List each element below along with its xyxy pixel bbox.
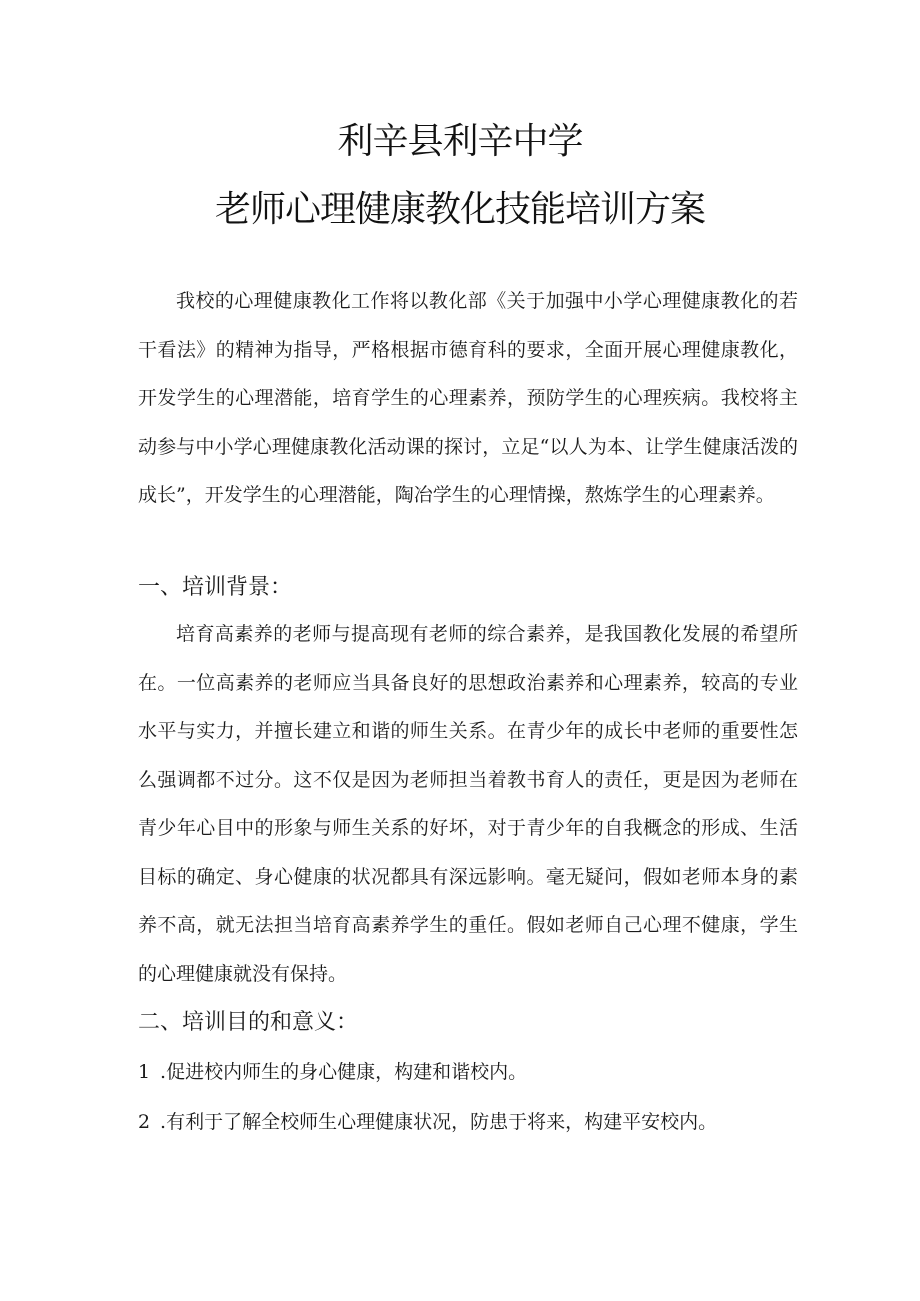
list-item-text: .有利于了解全校师生心理健康状况，防患于将来，构建平安校内。 — [154, 1111, 718, 1133]
intro-paragraph: 我校的心理健康教化工作将以教化部《关于加强中小学心理健康教化的若干看法》的精神为指导，严格根据市德育科的要求，全面开展心理健康教化，开发学生的心理潜能，培育学生的心理素养，预防学生的心理疾病。我校将主动参与中小学心理健康教化活动课的探讨，立足“以人为本、让学生健康活泼的成长”，开发学生的心理潜能，陶冶学生的心理情操，熬炼学生的心理素养。 — [138, 290, 798, 506]
list-item-number: 2 — [138, 1111, 151, 1133]
document-title-line1: 利辛县利辛中学 — [337, 121, 583, 162]
list-item-text: .促进校内师生的身心健康，构建和谐校内。 — [154, 1061, 528, 1083]
section-heading-background: 一、培训背景： — [138, 575, 293, 600]
list-item — [138, 1054, 798, 1090]
list-item-number: 1 — [138, 1061, 151, 1083]
section-heading-purpose: 二、培训目的和意义： — [138, 1010, 359, 1035]
background-paragraph: 培育高素养的老师与提高现有老师的综合素养，是我国教化发展的希望所在。一位高素养的老师应当具备良好的思想政治素养和心理素养，较高的专业水平与实力，并擅长建立和谐的师生关系。在青少年的成长中老师的重要性怎么强调都不过分。这不仅是因为老师担当着教书育人的责任，更是因为老师在青少年心目中的形象与师生关系的好坏，对于青少年的自我概念的形成、生活目标的确定、身心健康的状况都具有深远影响。毫无疑问，假如老师本身的素养不高，就无法担当培育高素养学生的重任。假如老师自己心理不健康，学生的心理健康就没有保持。 — [138, 623, 798, 985]
document-title-line2: 老师心理健康教化技能培训方案 — [214, 189, 705, 230]
list-item — [138, 1104, 798, 1140]
